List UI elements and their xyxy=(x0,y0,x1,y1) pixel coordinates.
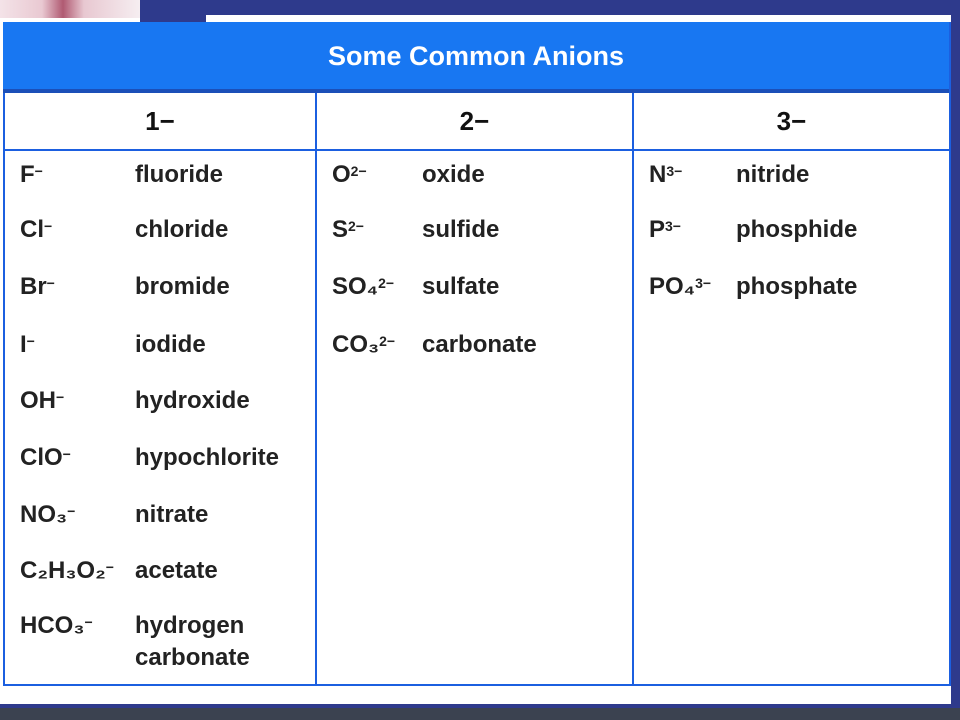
ion-name: phosphide xyxy=(736,216,858,243)
right-border-strip xyxy=(951,15,960,708)
ion-symbol: Cl− xyxy=(20,216,53,243)
ion-symbol: ClO− xyxy=(20,444,71,471)
anions-table xyxy=(3,22,951,686)
ion-symbol: PO₄$^{3-}$ xyxy=(649,273,712,300)
ion-name: hypochlorite xyxy=(135,444,280,471)
table-title: Some Common Anions xyxy=(3,22,949,89)
ion-name: sulfate xyxy=(422,273,500,300)
ion-name: acetate xyxy=(135,557,218,584)
ion-symbol: Br− xyxy=(20,273,55,300)
ion-symbol: $P^{3-}$ xyxy=(649,216,681,243)
ion-symbol: $N^{3-}$ xyxy=(649,161,683,188)
ion-symbol: F− xyxy=(20,161,43,188)
column-1-minus xyxy=(3,93,317,686)
ion-symbol: NO₃− xyxy=(20,501,76,528)
column-3-minus xyxy=(634,93,949,686)
ion-name: hydrogen carbonate xyxy=(135,612,250,671)
column-header: 3− xyxy=(634,93,949,151)
ion-name: sulfide xyxy=(422,216,500,243)
column-2-minus xyxy=(317,93,634,686)
ion-name: phosphate xyxy=(736,273,858,300)
top-divider xyxy=(206,15,960,22)
ion-name: hydroxide xyxy=(135,387,250,414)
top-thumbnail-image xyxy=(0,0,140,18)
ion-name: nitride xyxy=(736,161,810,188)
ion-name: bromide xyxy=(135,273,230,300)
bottom-band xyxy=(0,708,960,720)
ion-name: carbonate xyxy=(422,331,537,358)
ion-symbol: $O^{2-}$ xyxy=(332,161,367,188)
ion-symbol: SO₄$^{2-}$ xyxy=(332,273,395,300)
ion-symbol: I− xyxy=(20,331,35,358)
column-header: 2− xyxy=(317,93,632,151)
ion-name: iodide xyxy=(135,331,206,358)
ion-name: nitrate xyxy=(135,501,209,528)
column-header: 1− xyxy=(5,93,315,151)
ion-symbol: $S^{2-}$ xyxy=(332,216,364,243)
ion-symbol: OH− xyxy=(20,387,65,414)
ion-name: fluoride xyxy=(135,161,223,188)
top-accent xyxy=(140,0,206,22)
ion-name: chloride xyxy=(135,216,229,243)
ion-name: oxide xyxy=(422,161,485,188)
ion-symbol: C₂H₃O₂− xyxy=(20,557,114,584)
ion-symbol: HCO₃− xyxy=(20,612,93,639)
ion-symbol: CO₃$^{2-}$ xyxy=(332,331,396,358)
